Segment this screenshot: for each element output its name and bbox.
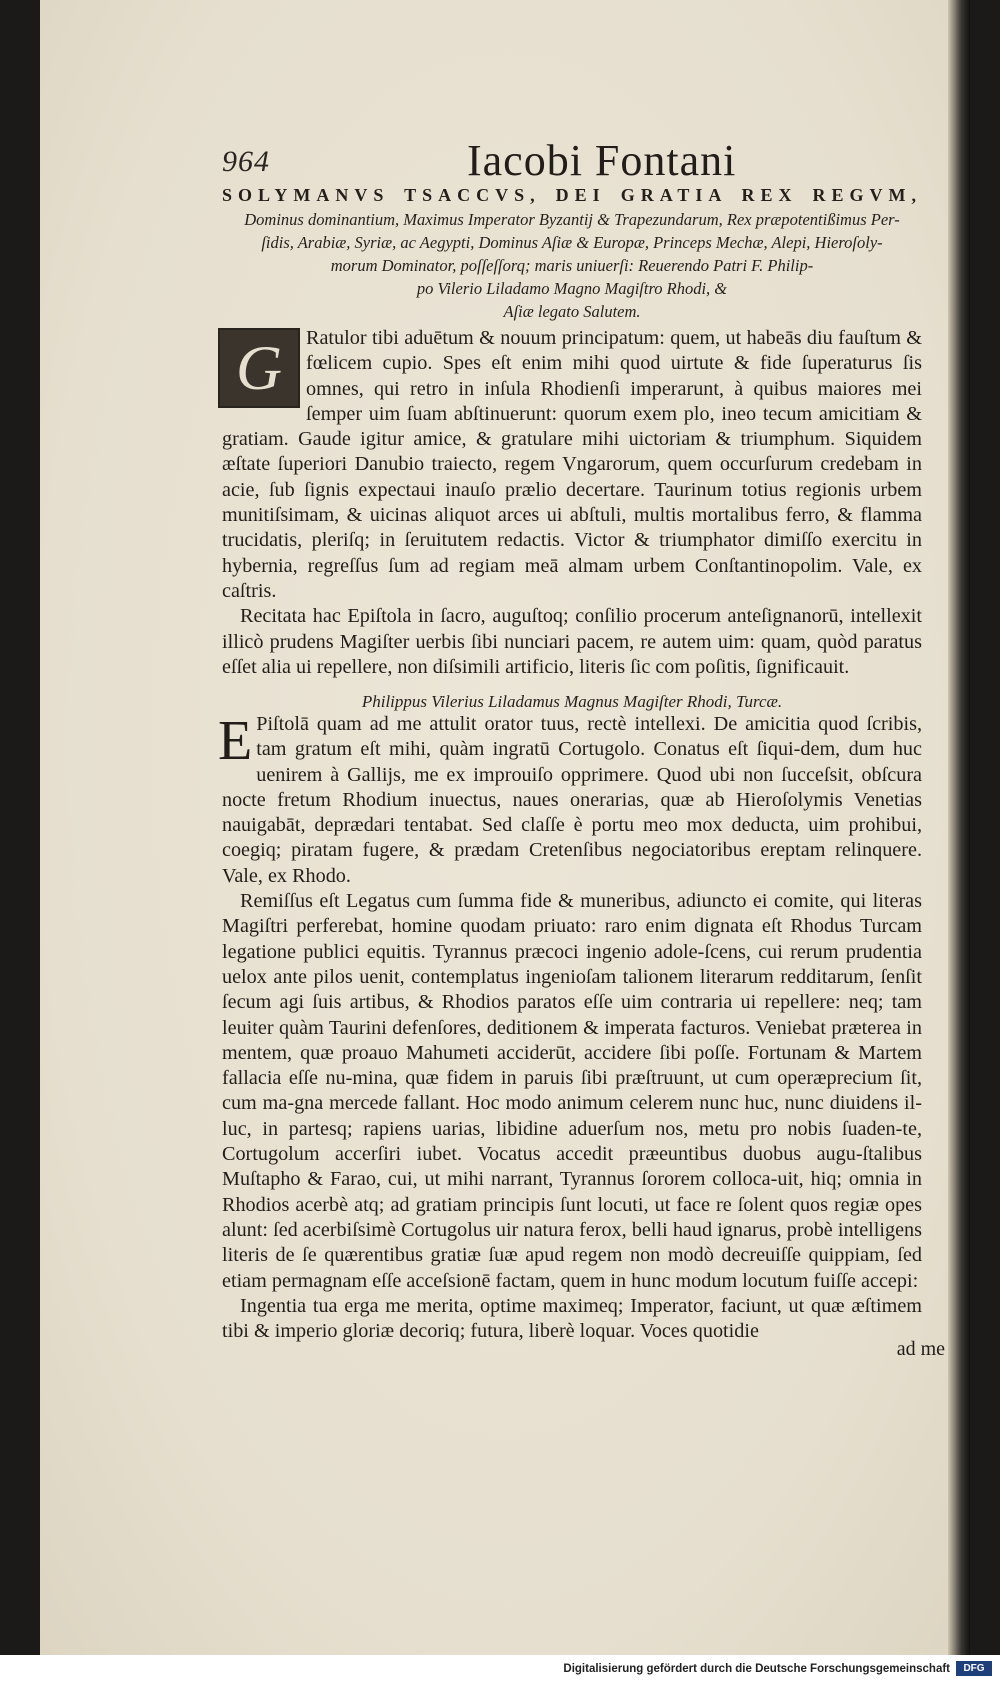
letter1-body: Ratulor tibi aduētum & nouum principatum: quem, ut habeās diu fauſtum & fœlicem cupio. Spes eſt enim mihi quod uirtute & fide ſuperaturus ſis omnes, qui retro in inſula Rhodienſi imperarunt, à quibus maiores mei ſemper uim ſuam abſtinuerunt: quorum exem plo, ineo tecum amicitiam & gratiam. Gaude igitur amice, & gratulare mihi uictoriam & triumphum. Siquidem æſtate ſuperiori Danubio traiecto, regem Vngarorum, quem occurſurum credebam in acie, ſub ſignis expectaui inauſo prælio decertare. Taurinum totius regionis urbem munitiſsimam, & uicinas aliquot arces ui abſtuli, multis mortalibus ferro, & flamma trucidatis, pleriſq; in ſeruitutem redactis. Victor & triumphator dimiſſo exercitu in hybernia, regreſſus ſum ad regiam meā almam urbem Conſtantinopolim. Vale, ex caſtris. — [222, 327, 922, 602]
salutation-line: po Vilerio Liladamo Magno Magiſtro Rhodi, & — [416, 279, 728, 298]
letter2-text-block — [218, 710, 922, 1344]
dfg-logo: DFG — [956, 1661, 992, 1676]
page-number: 964 — [222, 145, 270, 178]
ornamental-dropcap: G — [218, 328, 300, 408]
letter1-text-block — [222, 326, 922, 680]
salutation-line: morum Dominator, poſſeſſorq; maris uniuerſi: Reuerendo Patri F. Philip- — [330, 256, 814, 275]
salutation-line: Dominus dominantium, Maximus Imperator Byzantij & Trapezundarum, Rex præpotentißimus Per- — [244, 210, 900, 229]
funding-credit: Digitalisierung gefördert durch die Deutsche Forschungsgemeinschaft — [563, 1663, 950, 1675]
letter-salutation-caps: SOLYMANVS TSACCVS, DEI GRATIA REX REGVM, — [222, 185, 922, 205]
letter2-body: Piſtolā quam ad me attulit orator tuus, rectè intellexi. De amicitia quod ſcribis, tam gratum eſt mihi, quàm ingratū Cortugolo. Conatus eſt ſiqui-dem, dum huc uenirem à Gallijs, me ex improuiſo opprimere. Quod ubi non ſucceſsit, obſcura nocte fretum Rhodium inuectus, naues onerarias, quæ ab Hieroſolymis Venetias nauigabāt, deprædari tentabat. Sed claſſe è portu meo mox deducta, uim prohibui, coegiq; piratam fugere, & prædam Cretenſibus negociatoribus ereptam relinquere. Vale, ex Rhodo. — [222, 713, 922, 887]
salutation-line: Aſiæ legato Salutem. — [503, 302, 641, 321]
speech-paragraph: Ingentia tua erga me merita, optime maximeq; Imperator, faciunt, ut quæ æſtimem tibi & imperio gloriæ decoriq; futura, liberè loquar. Voces quotidie — [222, 1294, 922, 1343]
catchword: ad me — [896, 1338, 945, 1360]
digitization-footer — [0, 1655, 1000, 1683]
book-spine-shadow — [948, 0, 970, 1655]
letter2-heading: Philippus Vilerius Liladamus Magnus Magiſter Rhodi, Turcæ. — [361, 692, 783, 711]
narrative-paragraph: Recitata hac Epiſtola in ſacro, auguſtoq; conſilio procerum anteſignanorū, intellexit illicò prudens Magiſter uerbis ſibi nunciari pacem, re autem uim: quam, quòd paratus eſſet alia ui repellere, non diſsimili artificio, literis ſic com poſitis, ſignificauit. — [222, 605, 922, 678]
running-title: Iacobi Fontani — [467, 136, 737, 185]
salutation-line: ſidis, Arabiæ, Syriæ, ac Aegypti, Dominus Aſiæ & Europæ, Princeps Mechæ, Alepi, Hieroſoly- — [261, 233, 883, 252]
letter-salutation-block — [222, 208, 922, 323]
running-header — [222, 135, 922, 185]
narrative-paragraph: Remiſſus eſt Legatus cum ſumma fide & muneribus, adiuncto ei comite, qui literas Magiſtri perferebat, homine quodam priuato: raro enim dignata eſt Rhodus Turcam legatione publici equitis. Tyrannus præcoci ingenio adole-ſcens, cui rerum prudentia uelox ante pilos uenit, contemplatus ingenioſam talionem literarum redditarum, ſenſit ſecum agi ſuis artibus, & Rhodios paratos eſſe uim contraria ui repellere: neq; tam leuiter quàm Taurini defenſores, deditionem & imperata facturos. Veniebat præterea in mentem, quæ proauo Mahumeti acciderūt, accidere ſibi poſſe. Fortunam & Martem fallacia eſſe nu-mina, quæ fidem in paruis ſibi præſtruunt, ut cum operæprecium ſit, cum ma-gna mercede fallant. Hoc modo animum celerem nunc huc, nunc diuidens il-luc, in partesq; rapiens uarias, libidine aduerſum nos, metu pro nobis ſuaden-te, Cortugolum accerſiri iubet. Vocatus accedit præeuntibus duobus augu-ſtalibus Muſtapho & Farao, cui, ut mihi narrant, Tyrannus ſororem colloca-uit, hiq; omnia in Rhodios acerbè atq; ad gratiam principis ſunt locuti, ut face re ſolent quos regiæ opes alunt: ſed acerbiſsimè Cortugolus uir natura ferox, belli haud ignarus, probè intelligens literis de ſe quærentibus gratiæ ſuæ apud regem non modò decreuiſſe quippiam, ſed etiam permagnam eſſe acceſsionē factam, quem in hunc modum locutum fuiſſe accepi: — [222, 890, 922, 1292]
initial-capital: E — [218, 710, 253, 772]
